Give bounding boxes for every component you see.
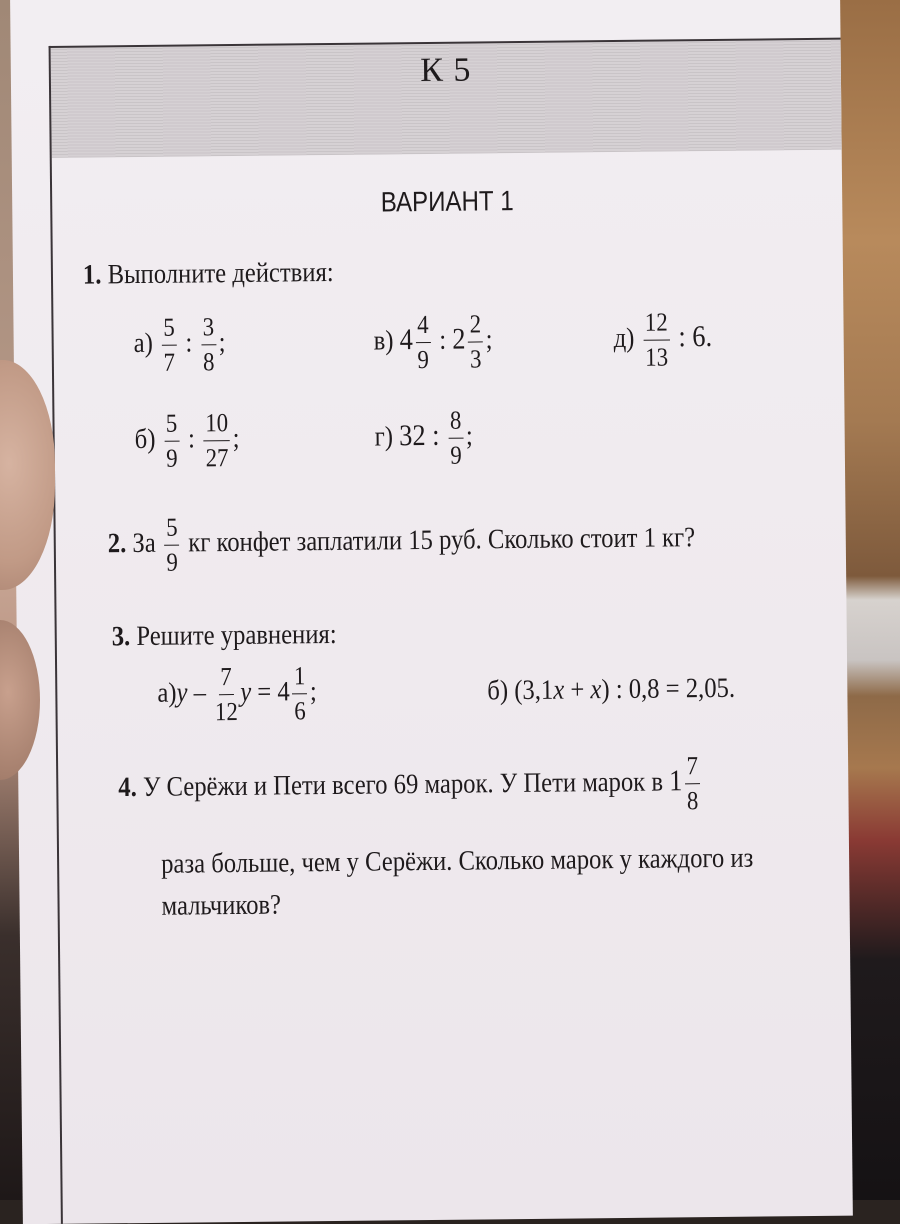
fraction: $\frac{4}{9}$ [416,309,430,375]
task4-mixed-whole: 1 [668,764,683,798]
fraction: $\frac{5}{7}$ [163,312,176,377]
task1-text: Выполните действия: [107,256,334,291]
fraction: $\frac{12}{13}$ [644,307,669,372]
task4-text-line1: У Серёжи и Пети всего 69 марок. У Пети марок в [142,766,664,803]
task3-a-label: а) [157,677,177,709]
worksheet-paper [10,0,853,1224]
border-left [49,46,63,1224]
task4-line3: мальчиков? [161,889,282,922]
fraction: $\frac{1}{6}$ [293,661,306,726]
task1-v-label: в) [373,325,394,357]
task3-number: 3. [111,621,131,653]
fraction: $\frac{7}{8}$ [686,751,699,816]
task3-text: Решите уравнения: [136,618,337,653]
task1-a-label: а) [133,327,154,359]
task1-d-label: д) [613,322,635,354]
fraction: $\frac{5}{9}$ [165,512,179,577]
task2-number: 2. [107,528,127,560]
task1-d: д) $\frac{12}{13}$ : 6. [613,307,713,372]
page-title: К 5 [420,51,472,90]
fraction: $\frac{2}{3}$ [469,309,482,374]
variant-heading: ВАРИАНТ 1 [380,185,514,218]
task4-line2: раза больше, чем у Серёжи. Сколько марок у каждого из [160,842,754,880]
task4-line1 [118,753,703,820]
task2 [107,509,695,576]
task1-heading [83,257,334,292]
fraction: $\frac{5}{9}$ [165,408,178,473]
task3-heading [112,619,337,653]
task1-a: а) $\frac{5}{7}$ : $\frac{3}{8}$ ; [133,312,226,377]
task3-a: а)y – $\frac{7}{12}$ y = 4 $\frac{1}{6}$ ; [157,661,317,727]
task4-number: 4. [118,771,137,804]
task1-b: б) $\frac{5}{9}$ : $\frac{10}{27}$ ; [134,408,240,473]
task1-b-label: б) [134,423,156,455]
task2-text: кг конфет заплатили 15 руб. Сколько стоит 1 кг? [188,522,696,559]
task1-g-label: г) [374,421,394,453]
task1-g: г) 32 : $\frac{8}{9}$ ; [374,405,473,470]
task1-number: 1. [82,259,102,291]
fraction: $\frac{7}{12}$ [214,662,238,727]
task1-v: в) 4 $\frac{4}{9}$ : 2 $\frac{2}{3}$ ; [373,309,493,375]
task3-b: б) (3,1x + x) : 0,8 = 2,05. [487,672,736,707]
fraction: $\frac{10}{27}$ [205,408,229,473]
fraction: $\frac{8}{9}$ [449,405,462,470]
task2-pre: За [132,527,156,560]
fraction: $\frac{3}{8}$ [202,312,215,377]
